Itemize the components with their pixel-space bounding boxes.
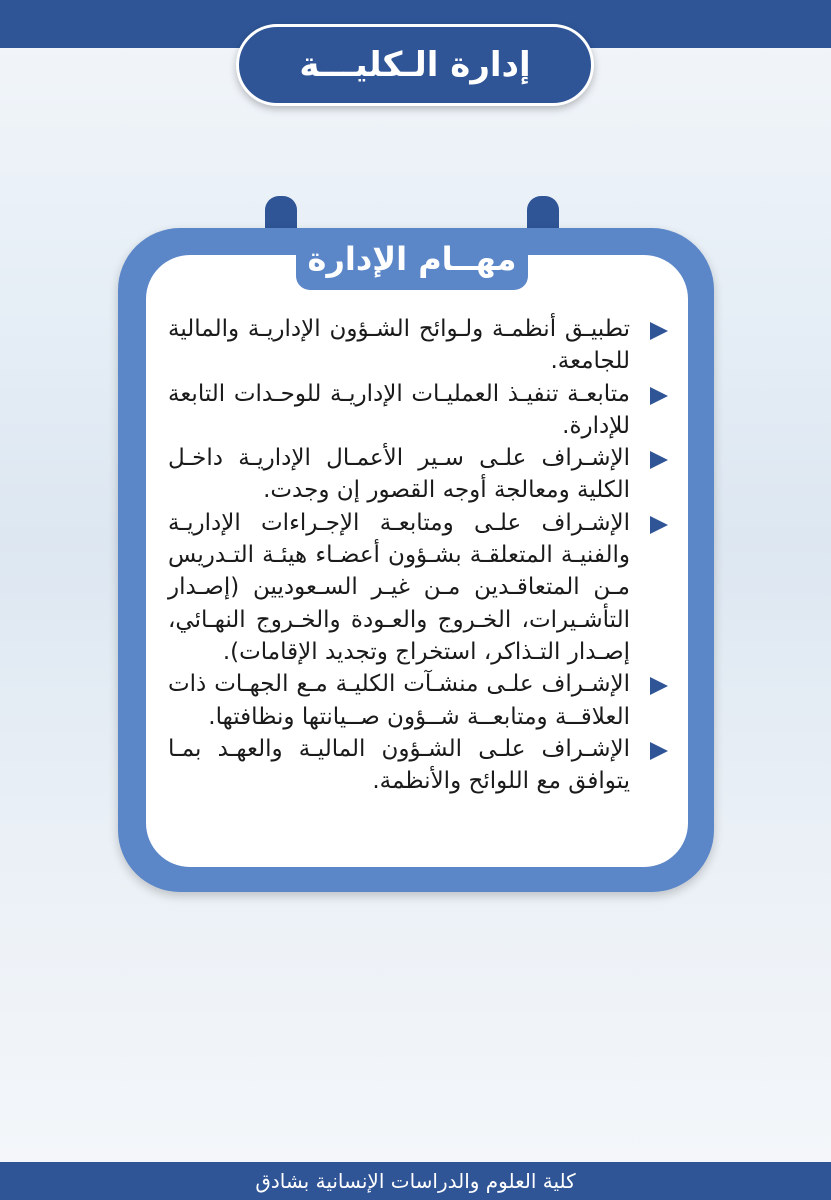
task-text: تطبيـق أنظمـة ولـوائح الشـؤون الإداريـة والمالية للجامعة. [168, 316, 630, 375]
task-text: متابعـة تنفيـذ العمليـات الإداريـة للوحـدات التابعة للإدارة. [168, 380, 630, 439]
task-text: الإشـراف علـى الشـؤون الماليـة والعهـد بمـا يتوافق مع اللوائح والأنظمة. [168, 735, 630, 795]
footer-text: كلية العلوم والدراسات الإنسانية بشادق [255, 1169, 576, 1193]
task-text: الإشـراف علـى سـير الأعمـال الإداريـة داخـل الكلية ومعالجة أوجه القصور إن وجدت. [168, 445, 630, 504]
list-item [168, 378, 668, 443]
triangle-bullet-icon [650, 516, 668, 534]
triangle-bullet-icon [650, 451, 668, 469]
list-item [168, 442, 668, 507]
triangle-bullet-icon [650, 742, 668, 760]
tasks-card-heading: مهــام الإدارة [296, 228, 528, 290]
list-item [168, 507, 668, 668]
list-item [168, 313, 668, 378]
triangle-bullet-icon [650, 387, 668, 405]
tasks-list [168, 313, 668, 797]
triangle-bullet-icon [650, 677, 668, 695]
list-item [168, 733, 668, 798]
triangle-bullet-icon [650, 322, 668, 340]
task-text: الإشـراف علـى منشـآت الكليـة مـع الجهـات ذات العلاقــة ومتابعــة شــؤون صــيانتها ونظافتها. [168, 671, 630, 730]
list-item [168, 668, 668, 733]
task-text: الإشـراف علـى ومتابعـة الإجـراءات الإداريـة والفنيـة المتعلقـة بشـؤون أعضـاء هيئـة التـدريس مـن المتعاقـدين مـن غيـر السـعوديين (إصـدار التأشـيرات، الخـروج والعـودة والخـروج النهـائي، إصـدار التـذاكر، استخراج وتجديد الإقامات). [168, 509, 630, 665]
footer-bar [0, 1162, 831, 1200]
page-title: إدارة الـكليـــة [236, 24, 594, 106]
